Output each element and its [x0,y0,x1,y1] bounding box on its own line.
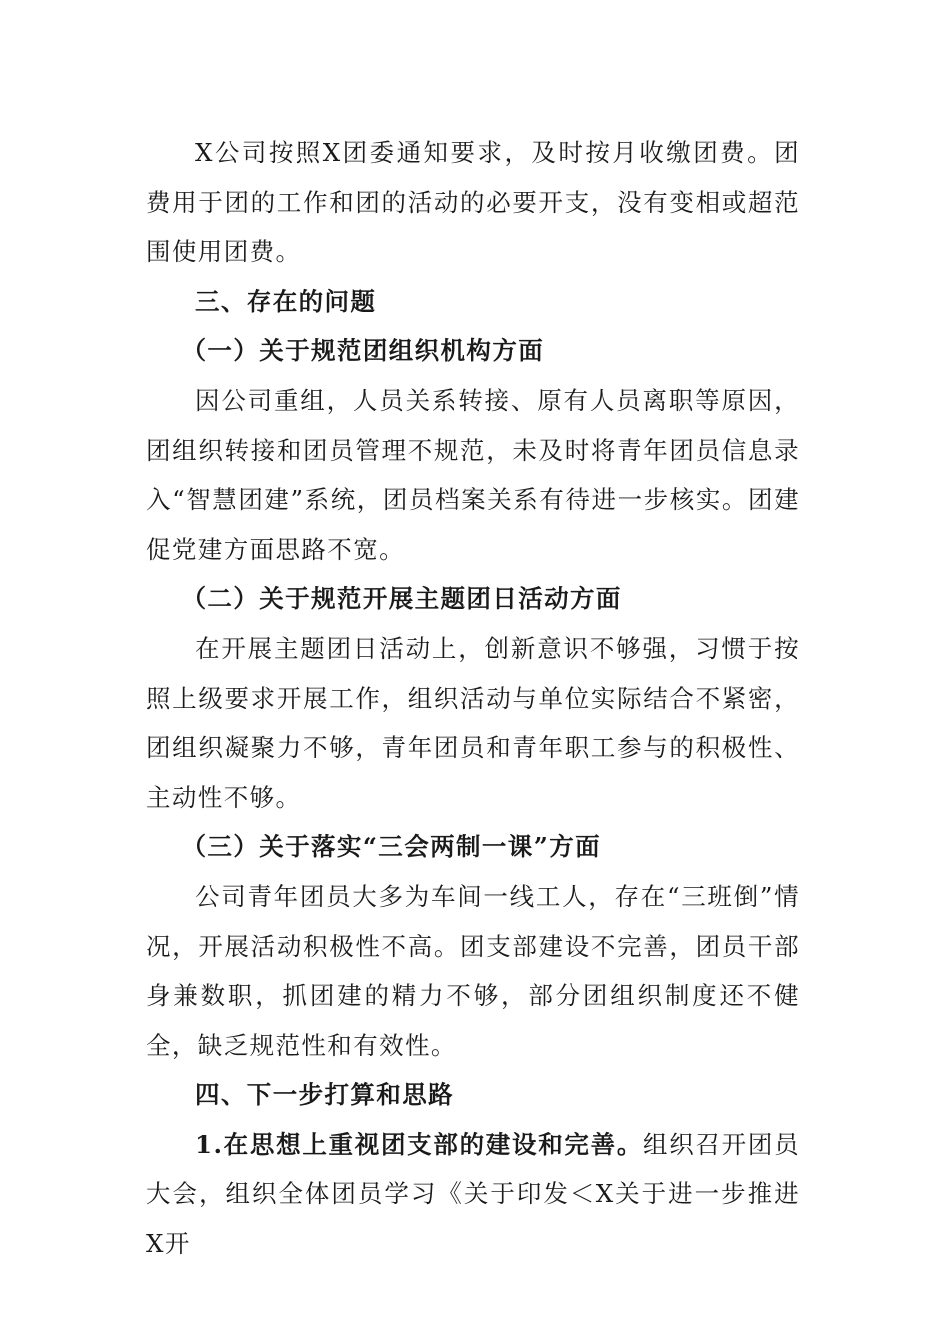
section-heading-next-steps: 四、下一步打算和思路 [195,1080,454,1110]
next-step-1-lead: 1.在思想上重视团支部的建设和完善。 [195,1129,644,1159]
paragraph-dues: X公司按照X团委通知要求，及时按月收缴团费。团费用于团的工作和团的活动的必要开支，没有变相或超范围使用团费。 [146,138,800,267]
paragraph-organization: 因公司重组，人员关系转接、原有人员离职等原因，团组织转接和团员管理不规范，未及时将青年团员信息录入“智慧团建”系统，团员档案关系有待进一步核实。团建促党建方面思路不宽。 [146,385,800,564]
subheading-three-meetings: （三）关于落实“三会两制一课”方面 [181,832,601,862]
subheading-organization: （一）关于规范团组织机构方面 [181,336,545,366]
section-heading-problems: 三、存在的问题 [195,286,377,316]
paragraph-next-step-1 [146,1120,800,1269]
next-step-1-text: 组织召开团员大会，组织全体团员学习《关于印发＜X关于进一步推进X开 [146,1129,800,1259]
paragraph-three-meetings: 公司青年团员大多为车间一线工人，存在“三班倒”情况，开展活动积极性不高。团支部建设不完善，团员干部身兼数职，抓团建的精力不够，部分团组织制度还不健全，缺乏规范性和有效性。 [146,881,800,1060]
document-body [146,128,800,1269]
paragraph-activities: 在开展主题团日活动上，创新意识不够强，习惯于按照上级要求开展工作，组织活动与单位实际结合不紧密，团组织凝聚力不够，青年团员和青年职工参与的积极性、主动性不够。 [146,633,800,812]
subheading-activities: （二）关于规范开展主题团日活动方面 [181,584,622,614]
